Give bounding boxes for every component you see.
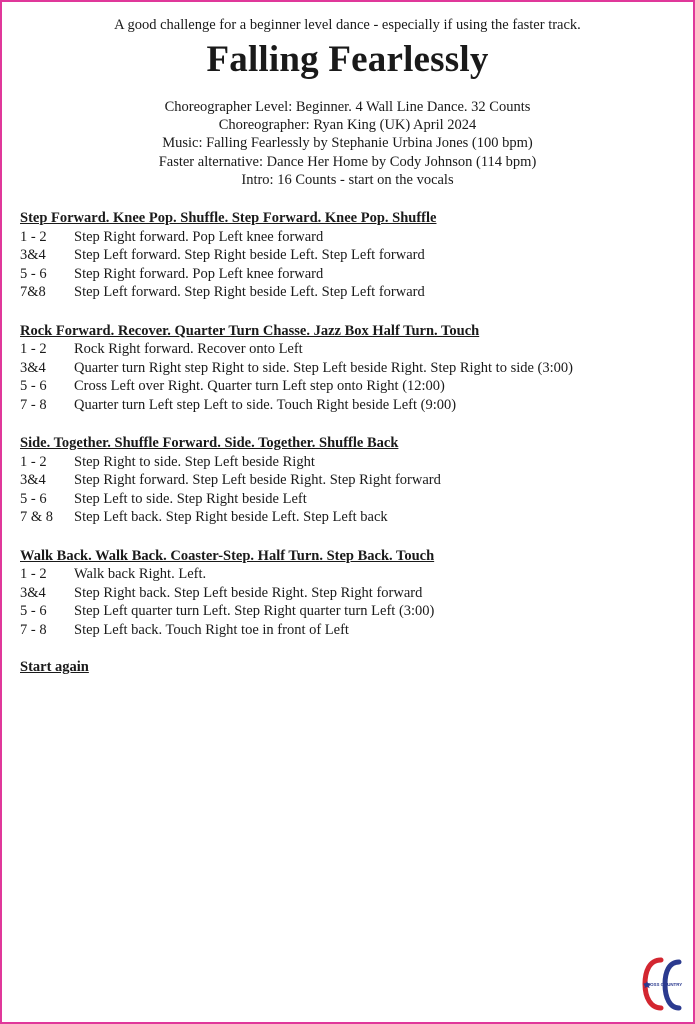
cross-country-logo <box>641 954 685 1014</box>
step-desc: Step Right to side. Step Left beside Right <box>74 453 315 470</box>
step-count: 1 - 2 <box>20 453 47 470</box>
step-count: 5 - 6 <box>20 265 47 282</box>
step-row <box>20 508 675 527</box>
step-row <box>20 602 675 621</box>
intro-note: A good challenge for a beginner level dance - especially if using the faster track. <box>114 17 581 33</box>
step-desc: Step Right forward. Pop Left knee forward <box>74 228 324 245</box>
step-row <box>20 340 675 359</box>
step-count: 1 - 2 <box>20 566 47 583</box>
step-desc: Step Left forward. Step Right beside Left. Step Left forward <box>74 247 425 264</box>
step-desc: Step Left back. Step Right beside Left. Step Left back <box>74 509 388 526</box>
step-count: 3&4 <box>20 584 46 601</box>
step-count: 3&4 <box>20 247 46 264</box>
step-row <box>20 359 675 378</box>
step-row <box>20 228 675 247</box>
step-desc: Step Right forward. Pop Left knee forward <box>74 265 324 282</box>
step-desc: Step Left back. Touch Right toe in front of Left <box>74 621 349 638</box>
section-heading: Step Forward. Knee Pop. Shuffle. Step Forward. Knee Pop. Shuffle <box>20 210 437 227</box>
step-row <box>20 265 675 284</box>
info-line-alternative: Faster alternative: Dance Her Home by Cody Johnson (114 bpm) <box>158 153 537 170</box>
step-desc: Step Left quarter turn Left. Step Right quarter turn Left (3:00) <box>74 603 435 620</box>
step-desc: Cross Left over Right. Quarter turn Left step onto Right (12:00) <box>74 378 445 395</box>
step-row <box>20 377 675 396</box>
info-line-music: Music: Falling Fearlessly by Stephanie Urbina Jones (100 bpm) <box>162 135 533 152</box>
step-row <box>20 283 675 302</box>
step-row <box>20 246 675 265</box>
dance-title: Falling Fearlessly <box>206 39 489 80</box>
section-heading: Side. Together. Shuffle Forward. Side. Together. Shuffle Back <box>20 435 399 452</box>
step-desc: Step Right back. Step Left beside Right. Step Right forward <box>74 584 423 601</box>
step-count: 5 - 6 <box>20 378 47 395</box>
step-row <box>20 490 675 509</box>
step-count: 5 - 6 <box>20 603 47 620</box>
step-count: 1 - 2 <box>20 341 47 358</box>
step-row <box>20 621 675 640</box>
step-count: 7 & 8 <box>20 509 54 526</box>
step-desc: Step Left to side. Step Right beside Left <box>74 490 307 507</box>
section-1 <box>20 209 675 302</box>
step-desc: Step Right forward. Step Left beside Right. Step Right forward <box>74 472 441 489</box>
section-3 <box>20 434 675 527</box>
step-desc: Quarter turn Right step Right to side. Step Left beside Right. Step Right to side (3:00) <box>74 359 573 376</box>
step-desc: Walk back Right. Left. <box>74 566 207 583</box>
start-again-label: Start again <box>20 659 89 676</box>
step-count: 7 - 8 <box>20 621 47 638</box>
step-row <box>20 396 675 415</box>
step-count: 5 - 6 <box>20 490 47 507</box>
section-heading: Rock Forward. Recover. Quarter Turn Chasse. Jazz Box Half Turn. Touch <box>20 322 480 339</box>
step-desc: Quarter turn Left step Left to side. Touch Right beside Left (9:00) <box>74 396 457 413</box>
step-count: 7&8 <box>20 284 46 301</box>
svg-text:CROSS COUNTRY: CROSS COUNTRY <box>643 982 683 987</box>
step-desc: Step Left forward. Step Right beside Left. Step Left forward <box>74 284 425 301</box>
dance-info <box>20 98 675 189</box>
section-4 <box>20 547 675 640</box>
step-count: 3&4 <box>20 472 46 489</box>
step-row <box>20 565 675 584</box>
info-line-choreographer: Choreographer: Ryan King (UK) April 2024 <box>218 117 477 134</box>
step-row <box>20 584 675 603</box>
step-count: 3&4 <box>20 359 46 376</box>
step-desc: Rock Right forward. Recover onto Left <box>74 341 303 358</box>
info-line-intro: Intro: 16 Counts - start on the vocals <box>241 171 454 188</box>
section-heading: Walk Back. Walk Back. Coaster-Step. Half Turn. Step Back. Touch <box>20 547 435 564</box>
step-row <box>20 453 675 472</box>
step-count: 7 - 8 <box>20 396 47 413</box>
step-row <box>20 471 675 490</box>
step-count: 1 - 2 <box>20 228 47 245</box>
info-line-level: Choreographer Level: Beginner. 4 Wall Line Dance. 32 Counts <box>164 99 531 115</box>
section-2 <box>20 322 675 415</box>
